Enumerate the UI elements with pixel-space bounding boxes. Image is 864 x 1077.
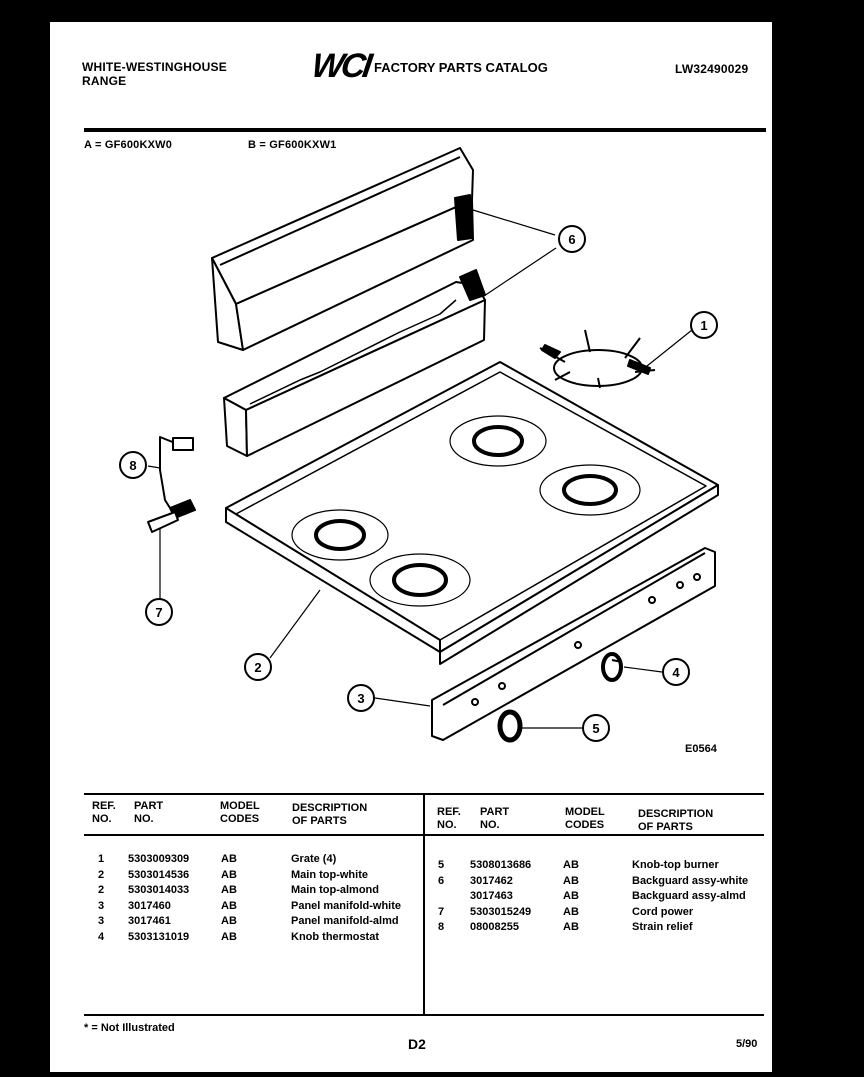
catalog-number: LW32490029: [675, 62, 749, 76]
header-model-2: CODES: [220, 813, 260, 825]
callout-label-6: 6: [568, 232, 576, 247]
part-desc-cell: Knob thermostat: [291, 930, 379, 943]
part-ref-cell: 7: [438, 905, 445, 918]
cord-strain-relief-part[interactable]: [148, 437, 195, 600]
part-desc-cell: Backguard assy-white: [632, 874, 749, 887]
footnote: * = Not Illustrated: [84, 1022, 175, 1034]
part-part-cell: 5308013686: [470, 859, 532, 871]
part-ref-cell: 1: [98, 853, 105, 865]
wci-logo: WCI: [309, 47, 372, 85]
part-part-cell: 08008255: [470, 921, 519, 933]
part-ref-cell: 8: [438, 921, 445, 933]
header-model-2-right: CODES: [565, 819, 605, 831]
table-bottom-rule: [84, 1014, 764, 1016]
grate-part[interactable]: [540, 330, 655, 388]
model-a-label: A = GF600KXW0: [84, 139, 173, 151]
part-ref-cell: 5: [438, 859, 445, 871]
part-ref-cell: 4: [98, 930, 105, 943]
part-codes-cell: AB: [221, 853, 237, 865]
callout-label-7: 7: [155, 605, 163, 620]
part-part-cell: 3017463: [470, 890, 513, 902]
part-part-cell: 3017462: [470, 874, 513, 887]
header-desc-2-right: OF PARTS: [638, 821, 693, 833]
callout-label-1: 1: [700, 318, 708, 333]
header-ref-1: REF.: [92, 800, 116, 812]
part-part-cell: 5303131019: [128, 930, 190, 943]
part-desc-cell: Panel manifold-white: [291, 899, 402, 912]
knob-burner-part[interactable]: [500, 712, 520, 740]
part-codes-cell: AB: [563, 890, 579, 902]
part-desc-cell: Strain relief: [632, 921, 693, 933]
catalog-title: FACTORY PARTS CATALOG: [374, 60, 548, 75]
part-codes-cell: AB: [563, 859, 579, 871]
header-model-1-right: MODEL: [565, 806, 605, 818]
part-ref-cell: 2: [98, 884, 105, 896]
part-desc-cell: Cord power: [632, 905, 694, 918]
part-ref-cell: 6: [438, 874, 445, 887]
part-part-cell: 3017460: [128, 899, 171, 912]
part-ref-cell: 3: [98, 899, 105, 912]
part-desc-cell: Main top-white: [291, 868, 368, 881]
header-desc-1-right: DESCRIPTION: [638, 808, 714, 820]
callout-label-4: 4: [672, 665, 680, 680]
header-desc-1: DESCRIPTION: [292, 802, 368, 814]
part-part-cell: 5303014536: [128, 868, 190, 881]
brand-line-1: WHITE-WESTINGHOUSE: [82, 60, 227, 74]
header-desc-2: OF PARTS: [292, 815, 347, 827]
header-part-2: NO.: [134, 813, 154, 825]
binder-hole-bottom: [776, 950, 806, 980]
part-part-cell: 5303015249: [470, 905, 532, 918]
part-desc-cell: Main top-almond: [291, 884, 379, 896]
callout-label-3: 3: [357, 691, 365, 706]
part-codes-cell: AB: [563, 905, 579, 918]
part-ref-cell: 3: [98, 915, 105, 927]
diagram-code: E0564: [685, 743, 717, 755]
part-desc-cell: Knob-top burner: [632, 859, 719, 871]
part-codes-cell: AB: [563, 921, 579, 933]
part-codes-cell: AB: [221, 899, 237, 912]
part-ref-cell: 2: [98, 868, 105, 881]
header-ref-1-right: REF.: [437, 806, 461, 818]
knob-thermostat-part[interactable]: [603, 654, 622, 680]
part-codes-cell: AB: [221, 868, 237, 881]
page-number: D2: [408, 1036, 426, 1052]
part-desc-cell: Panel manifold-almd: [291, 915, 399, 927]
header-part-2-right: NO.: [480, 819, 500, 831]
header-part-1: PART: [134, 800, 164, 812]
catalog-date: 5/90: [736, 1038, 758, 1050]
callout-label-8: 8: [129, 458, 137, 473]
header-model-1: MODEL: [220, 800, 260, 812]
part-part-cell: 5303014033: [128, 884, 190, 896]
part-codes-cell: AB: [563, 874, 579, 887]
header-ref-2: NO.: [92, 813, 112, 825]
part-codes-cell: AB: [221, 884, 237, 896]
model-b-label: B = GF600KXW1: [248, 139, 337, 151]
part-part-cell: 3017461: [128, 915, 171, 927]
part-desc-cell: Backguard assy-almd: [632, 890, 746, 902]
header-part-1-right: PART: [480, 806, 510, 818]
brand-line-2: RANGE: [82, 74, 127, 88]
table-divider: [423, 793, 425, 1015]
part-codes-cell: AB: [221, 915, 237, 927]
part-desc-cell: Grate (4): [291, 853, 337, 865]
part-codes-cell: AB: [221, 930, 237, 943]
header-ref-2-right: NO.: [437, 819, 457, 831]
part-part-cell: 5303009309: [128, 853, 190, 865]
callout-label-2: 2: [254, 660, 262, 675]
callout-label-5: 5: [592, 721, 600, 736]
